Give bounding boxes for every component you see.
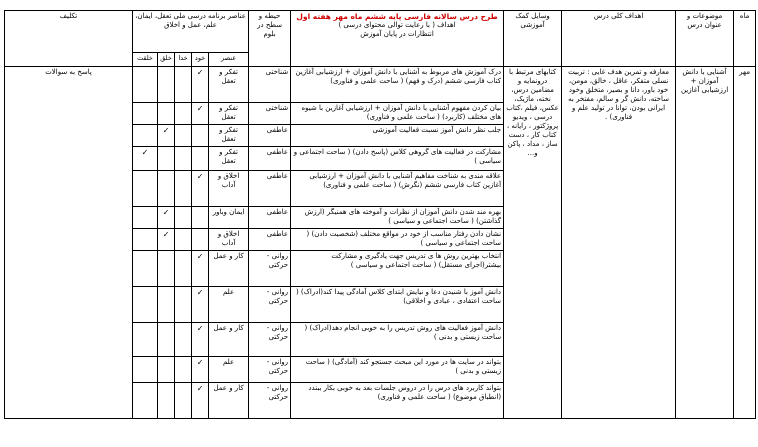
check-cell-creature [133, 207, 158, 229]
curriculum-element: علم [209, 357, 249, 383]
goal-text: مشارکت در فعالیت های گروهی کلاس (پاسخ دادن) ( ساحت اجتماعی و سیاسی ) [291, 147, 504, 171]
goal-text: درک آموزش های مربوط به آشنایی با دانش آموزان + ارزشیابی آغازین کتاب فارسی ششم (درک و فهم) ( ساحت علمی و فناوری) [291, 67, 504, 103]
goal-text: بتواند کاربرد های درس را در دروس جلسات بعد به خوبی بکار ببندد (انطباق موضوع) ( ساحت علمی و فناوری) [291, 383, 504, 419]
header-goals-cell [291, 11, 504, 67]
curriculum-element: کار و عمل [209, 251, 249, 287]
goal-text: بیان کردن مفهوم آشنایی با دانش آموزان + ارزشیابی آغازین با شیوه های مختلف (کاربرد) ( ساحت علمی و فناوری) [291, 103, 504, 125]
subheader-creature: خلقت [133, 53, 158, 67]
curriculum-element: تفکر و تعقل [209, 125, 249, 147]
subheader-element: عنصر [209, 53, 249, 67]
goal-text: علاقه مندی به شناخت مفاهیم آشنایی با دانش آموزان + ارزشیابی آغازین کتاب فارسی ششم (نگرش) ( ساحت علمی و فناوری) [291, 171, 504, 207]
bloom-domain: عاطفی [249, 147, 291, 171]
header-month: ماه [734, 11, 756, 67]
bloom-domain: روانی - حرکتی [249, 383, 291, 419]
check-cell-self [192, 171, 209, 207]
header-tools: وسایل کمک آموزشی [504, 11, 562, 67]
check-cell-creature [133, 147, 158, 171]
subheader-god: خدا [175, 53, 192, 67]
bloom-domain: شناختی [249, 103, 291, 125]
check-cell-god [175, 357, 192, 383]
curriculum-element: اخلاق و آداب [209, 229, 249, 251]
check-cell-creature [133, 67, 158, 103]
month-cell: مهر [734, 67, 756, 419]
subheader-creation: خلق [158, 53, 175, 67]
check-cell-creature [133, 171, 158, 207]
bloom-domain: عاطفی [249, 207, 291, 229]
check-cell-self [192, 357, 209, 383]
check-cell-god [175, 67, 192, 103]
check-cell-god [175, 147, 192, 171]
header-row [5, 11, 756, 53]
check-mark-icon: ✓ [196, 288, 204, 297]
check-cell-creation [158, 383, 175, 419]
curriculum-element: علم [209, 287, 249, 323]
check-cell-self [192, 147, 209, 171]
check-cell-creature [133, 125, 158, 147]
goal-text: جلب نظر دانش آموز نسبت فعالیت آموزشی [291, 125, 504, 147]
check-cell-creature [133, 357, 158, 383]
curriculum-element: تفکر و تعقل [209, 103, 249, 125]
check-cell-creation [158, 229, 175, 251]
header-homework: تکلیف [5, 11, 133, 67]
header-topics: موضوعات و عنوان درس [676, 11, 734, 67]
check-cell-creation [158, 207, 175, 229]
check-cell-god [175, 229, 192, 251]
check-cell-creation [158, 171, 175, 207]
header-domain: حیطه و سطح در بلوم [249, 11, 291, 67]
curriculum-element: تفکر و تعقل [209, 147, 249, 171]
check-cell-god [175, 287, 192, 323]
check-cell-creature [133, 229, 158, 251]
bloom-domain: روانی - حرکتی [249, 323, 291, 357]
check-mark-icon: ✓ [162, 126, 170, 135]
check-cell-self [192, 125, 209, 147]
check-cell-creature [133, 287, 158, 323]
bloom-domain: شناختی [249, 67, 291, 103]
check-mark-icon: ✓ [162, 230, 170, 239]
goal-row [5, 67, 756, 103]
header-elements: عناصر برنامه درسی ملی تعقل، ایمان، علم، عمل و اخلاق [133, 11, 249, 53]
check-cell-self [192, 207, 209, 229]
check-cell-god [175, 171, 192, 207]
bloom-domain: عاطفی [249, 171, 291, 207]
check-mark-icon: ✓ [162, 208, 170, 217]
lesson-plan-table [4, 10, 756, 419]
check-cell-self [192, 383, 209, 419]
bloom-domain: عاطفی [249, 125, 291, 147]
check-cell-creation [158, 287, 175, 323]
check-cell-creation [158, 103, 175, 125]
subheader-self: خود [192, 53, 209, 67]
goal-text: دانش آموز فعالیت های روش تدریس را به خوبی انجام دهد(ادراک) ( ساحت زیستی و بدنی ) [291, 323, 504, 357]
check-cell-creation [158, 125, 175, 147]
check-cell-creation [158, 323, 175, 357]
general-goals-cell: معارفه و تمرین هدف غایی : تربیت نسلی متفکر، عاقل ، خالق، مومن، خود باور، دانا و بصیر، متخلق وخود ساخته، دانش گر و سالم، مفتخر به ایرانی بودن، توانا در تولید علم و فناوری) . [562, 67, 676, 419]
check-cell-god [175, 207, 192, 229]
check-cell-creature [133, 103, 158, 125]
bloom-domain: روانی - حرکتی [249, 287, 291, 323]
check-mark-icon: ✓ [196, 68, 204, 77]
goal-text: بهره مند شدن دانش آموزان از نظرات و آموخته های همنیگر (ارزش گذاشتن) ( ساحت اجتماعی و سیاسی ) [291, 207, 504, 229]
goal-text: دانش آموز با شنیدن دعا و نیایش ابتدای کلاس آمادگی پیدا کند(ادراک) ( ساحت اعتقادی ، عبادی و اخلاقی) [291, 287, 504, 323]
goal-text: انتخاب بهترین روش ها ی تدریس جهت یادگیری و مشارکت بیشتر(اجرای مستقل) ( ساحت اجتماعی و سیاسی ) [291, 251, 504, 287]
curriculum-element: کار و عمل [209, 323, 249, 357]
check-cell-self [192, 323, 209, 357]
check-mark-icon: ✓ [196, 172, 204, 181]
goal-text: بتواند در سایت ها در مورد این مبحث جستجو کند (آمادگی) ( ساحت زیستی و بدنی ) [291, 357, 504, 383]
check-cell-self [192, 67, 209, 103]
check-cell-creature [133, 383, 158, 419]
check-cell-god [175, 383, 192, 419]
check-cell-god [175, 251, 192, 287]
tools-cell: کتابهای مرتبط با درونمایه و مضامین درس، نخته، ماژیک، عکس، فیلم ،کتاب درسی ، ویدیو پروژکتور ، رایانه ، کتاب کار ، دست ساز ، مداد ، پاکن و... [504, 67, 562, 419]
bloom-domain: عاطفی [249, 229, 291, 251]
check-cell-self [192, 251, 209, 287]
curriculum-element: تفکر و تعقل [209, 67, 249, 103]
curriculum-element: اخلاق و آداب [209, 171, 249, 207]
check-cell-god [175, 103, 192, 125]
check-cell-creation [158, 357, 175, 383]
curriculum-element: ایمان وباور [209, 207, 249, 229]
check-mark-icon: ✓ [196, 104, 204, 113]
check-cell-god [175, 125, 192, 147]
curriculum-element: کار و عمل [209, 383, 249, 419]
check-cell-creature [133, 323, 158, 357]
plan-subtitle-expectations: انتظارات در پایان آموزش [360, 30, 434, 38]
topic-cell: آشنایی با دانش آموزان + ارزشیابی آغازین [676, 67, 734, 419]
plan-title: طرح درس سالانه فارسی پایه ششم ماه مهر هفته اول [296, 12, 498, 21]
check-cell-self [192, 103, 209, 125]
check-cell-creation [158, 147, 175, 171]
bloom-domain: روانی - حرکتی [249, 251, 291, 287]
homework-cell: پاسخ به سوالات [5, 67, 133, 419]
check-cell-creation [158, 251, 175, 287]
plan-subtitle: اهداف ( با رعایت توالی محتوای درسی ) [338, 21, 456, 29]
check-cell-self [192, 287, 209, 323]
check-mark-icon: ✓ [196, 358, 204, 367]
check-cell-creature [133, 251, 158, 287]
bloom-domain: روانی - حرکتی [249, 357, 291, 383]
header-general-goals: اهداف کلی درس [562, 11, 676, 67]
goal-text: نشان دادن رفتار مناسب از خود در مواقع مختلف (شخصیت دادن) ( ساحت اجتماعی و سیاسی ) [291, 229, 504, 251]
check-mark-icon: ✓ [196, 324, 204, 333]
check-cell-creation [158, 67, 175, 103]
check-cell-god [175, 323, 192, 357]
check-mark-icon: ✓ [196, 384, 204, 393]
check-mark-icon: ✓ [196, 252, 204, 261]
check-mark-icon: ✓ [141, 148, 149, 157]
check-cell-self [192, 229, 209, 251]
